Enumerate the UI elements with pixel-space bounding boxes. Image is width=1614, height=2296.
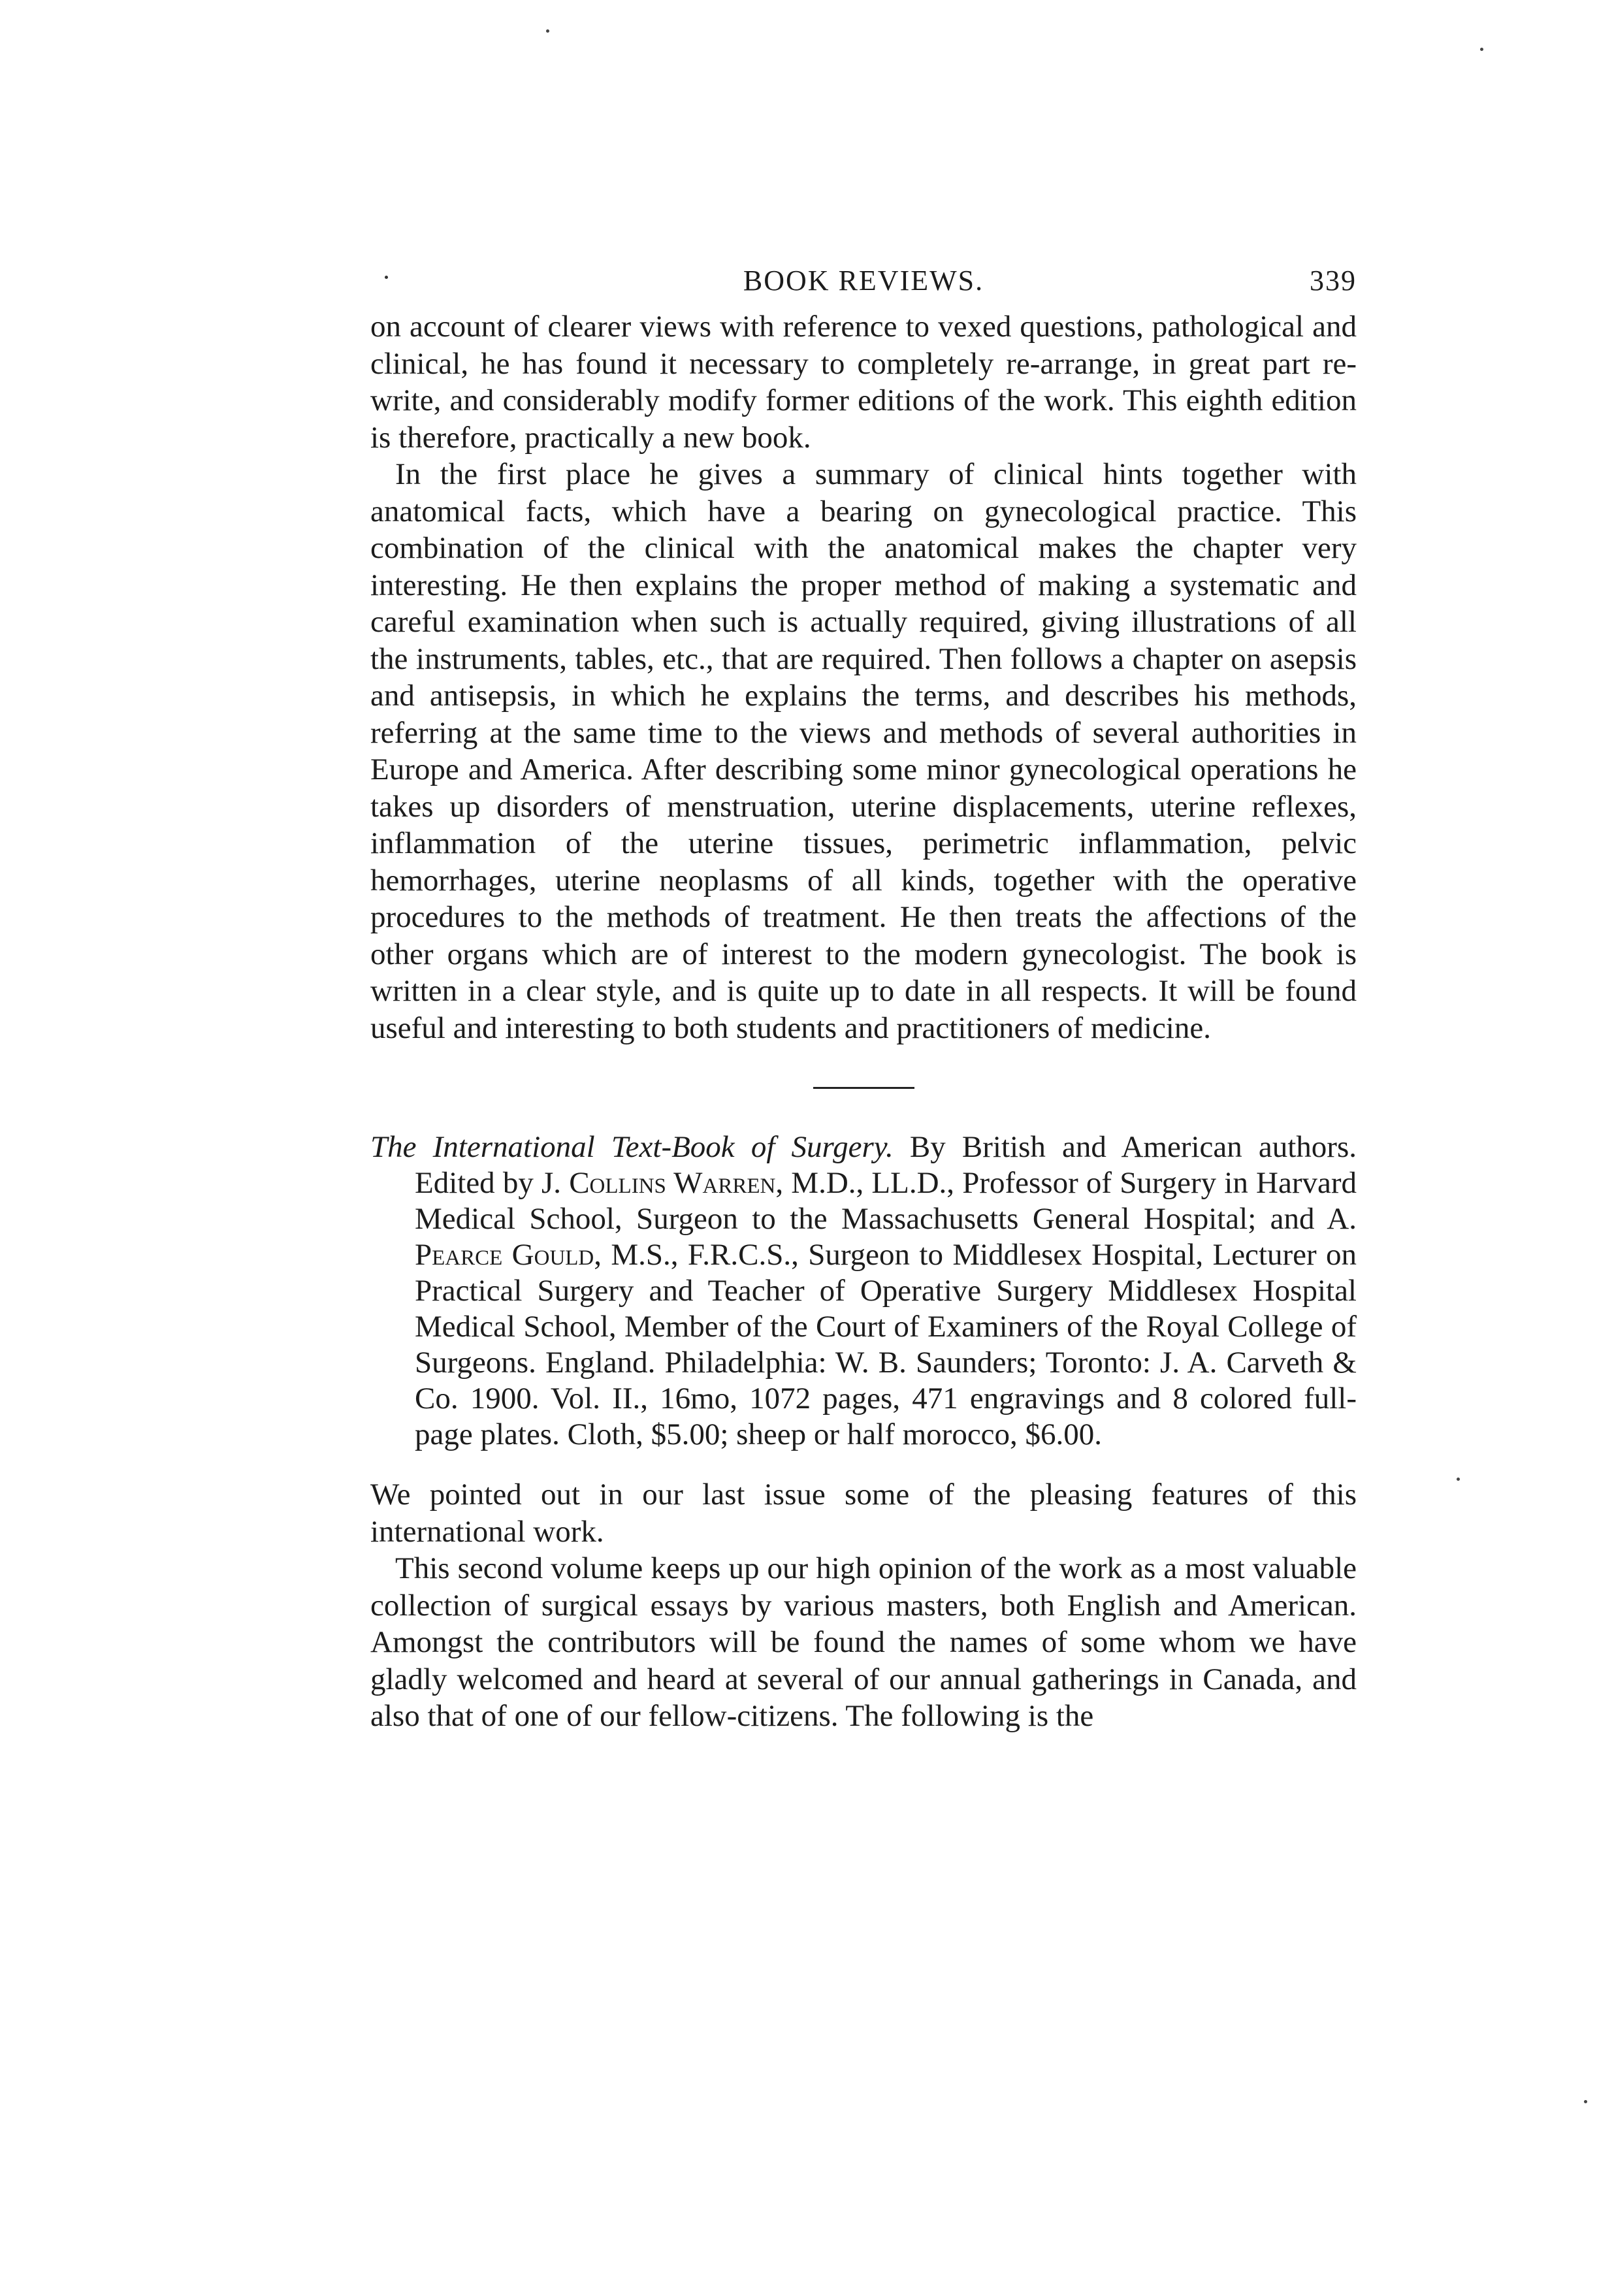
book-page bbox=[370, 261, 1357, 1735]
review-text-continued bbox=[370, 308, 1357, 1046]
citation-text: , M.S., F.R.C.S., Surgeon to Middlesex Hospital, Lecturer on Practical Surgery and Teacher of Operative Surgery Middlesex Hospital Medical School, Member of the Court of Examiners of the Royal College of Surgeons. England. Philadelphia: W. B. Saunders; Toronto: J. A. Carveth & Co. 1900. Vol. II., 16mo, 1072 pages, 471 engravings and 8 colored full-page plates. Cloth, $5.00; sheep or half morocco, $6.00. bbox=[415, 1238, 1357, 1451]
page-number: 339 bbox=[1310, 265, 1357, 297]
book-title: The International Text-Book of Surgery. bbox=[370, 1130, 894, 1164]
paper-speck bbox=[1480, 48, 1483, 51]
paper-speck bbox=[1457, 1478, 1460, 1481]
paper-speck bbox=[1584, 2100, 1587, 2103]
book-citation bbox=[370, 1129, 1357, 1453]
paragraph: We pointed out in our last issue some of the pleasing features of this international work. bbox=[370, 1478, 1357, 1549]
citation-text: , M.D., LL.D., Professor of Surgery in Harvard Medical School, Surgeon to the Massachusetts General Hospital; and A. bbox=[415, 1166, 1357, 1236]
citation-text: By British and American authors. Edited by J. bbox=[415, 1130, 1357, 1200]
section-divider bbox=[813, 1087, 914, 1089]
editor-name: Collins Warren bbox=[569, 1166, 776, 1200]
editor-name: Pearce Gould bbox=[415, 1238, 594, 1272]
review-text bbox=[370, 1476, 1357, 1735]
running-head-title: BOOK REVIEWS. bbox=[743, 265, 984, 297]
paragraph: on account of clearer views with reference to vexed questions, pathological and clinical, he has found it necessary to completely re-arrange, in great part re-write, and considerably modify former editions of the work. This eighth edition is therefore, practically a new book. bbox=[370, 310, 1357, 455]
running-head bbox=[370, 261, 1357, 300]
paper-speck bbox=[546, 29, 549, 33]
paragraph: This second volume keeps up our high opinion of the work as a most valuable collection of surgical essays by various masters, both English and American. Amongst the contributors will be found the names of some whom we have gladly welcomed and heard at several of our annual gatherings in Canada, and also that of one of our fellow-citizens. The following is the bbox=[370, 1551, 1357, 1733]
paragraph: In the first place he gives a summary of clinical hints together with anatomical facts, which have a bearing on gynecological practice. This combination of the clinical with the anatomical makes the chapter very interesting. He then explains the proper method of making a systematic and careful examination when such is actually required, giving illustrations of all the instruments, tables, etc., that are required. Then follows a chapter on asepsis and antisepsis, in which he explains the terms, and describes his methods, referring at the same time to the views and methods of several authorities in Europe and America. After describing some minor gynecological operations he takes up disorders of menstruation, uterine displacements, uterine reflexes, inflammation of the uterine tissues, perimetric inflammation, pelvic hemorrhages, uterine neoplasms of all kinds, together with the operative procedures to the methods of treatment. He then treats the affections of the other organs which are of interest to the modern gynecologist. The book is written in a clear style, and is quite up to date in all respects. It will be found useful and interesting to both students and practitioners of medicine. bbox=[370, 457, 1357, 1045]
